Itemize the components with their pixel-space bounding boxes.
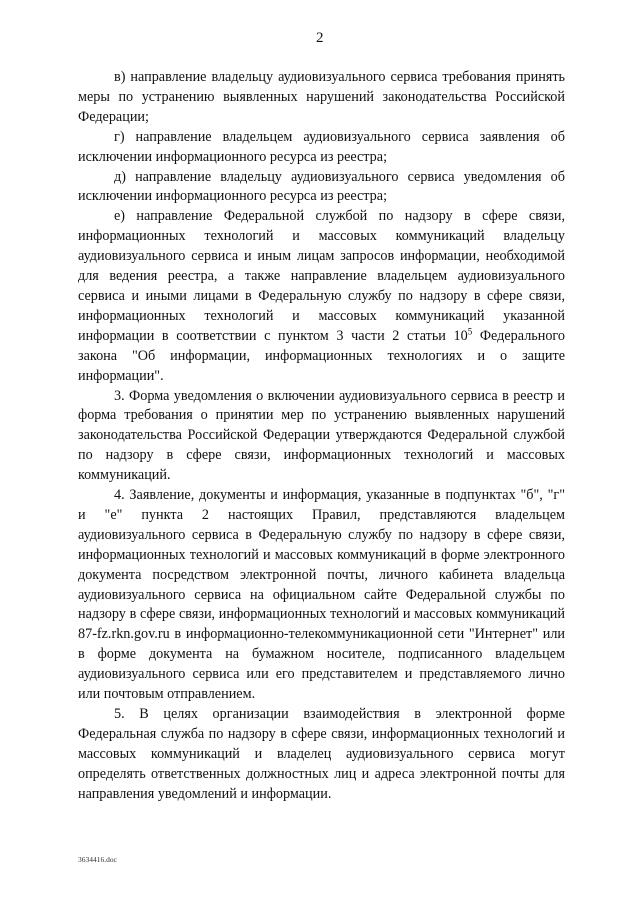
paragraph-item-3: 3. Форма уведомления о включении аудиовизуального сервиса в реестр и форма требования о принятии мер по устранению выявленных нарушений законодательства Российской Федерации утверждаются Федеральной службой по надзору в сфере связи, информационных технологий и массовых коммуникаций. xyxy=(78,387,565,484)
document-body xyxy=(78,68,565,805)
page-number: 2 xyxy=(316,30,324,46)
article-superscript: 5 xyxy=(467,326,473,337)
document-footer-filename: 3634416.doc xyxy=(78,855,117,864)
paragraph-subitem-d: д) направление владельцу аудиовизуального сервиса уведомления об исключении информационного ресурса из реестра; xyxy=(78,168,565,205)
paragraph-item-4: 4. Заявление, документы и информация, указанные в подпунктах "б", "г" и "е" пункта 2 настоящих Правил, представляются владельцем аудиовизуального сервиса в Федеральную службу по надзору в сфере связи, информационных технологий и массовых коммуникаций в форме электронного документа посредством электронной почты, личного кабинета владельца аудиовизуального сервиса на официальном сайте Федеральной службы по надзору в сфере связи, информационных технологий и массовых коммуникаций 87-fz.rkn.gov.ru в информационно-телекоммуникационной сети "Интернет" или в форме документа на бумажном носителе, подписанного владельцем аудиовизуального сервиса или его представителем и представляемого лично или почтовым отправлением. xyxy=(78,487,565,703)
paragraph-subitem-g: г) направление владельцем аудиовизуального сервиса заявления об исключении информационного ресурса из реестра; xyxy=(78,128,565,165)
paragraph-subitem-e-text: е) направление Федеральной службой по надзору в сфере связи, информационных технологий и массовых коммуникаций владельцу аудиовизуального сервиса и иным лицам запросов информации, необходимой для ведения реестра, а также направление владельцем аудиовизуального сервиса и иными лицами в Федеральную службу по надзору в сфере связи, информационных технологий и массовых коммуникаций указанной информации в соответствии с пунктом 3 части 2 статьи 10 xyxy=(78,208,565,344)
paragraph-subitem-v: в) направление владельцу аудиовизуального сервиса требования принять меры по устранению выявленных нарушений законодательства Российской Федерации; xyxy=(78,69,565,125)
paragraph-subitem-e-text-end: Федерального закона "Об информации, информационных технологиях и о защите информации". xyxy=(78,327,565,384)
paragraph-subitem-e xyxy=(78,207,565,386)
paragraph-item-5: 5. В целях организации взаимодействия в электронной форме Федеральная служба по надзору в сфере связи, информационных технологий и массовых коммуникаций и владелец аудиовизуального сервиса могут определять ответственных должностных лиц и адреса электронной почты для направления уведомлений и информации. xyxy=(78,706,565,802)
